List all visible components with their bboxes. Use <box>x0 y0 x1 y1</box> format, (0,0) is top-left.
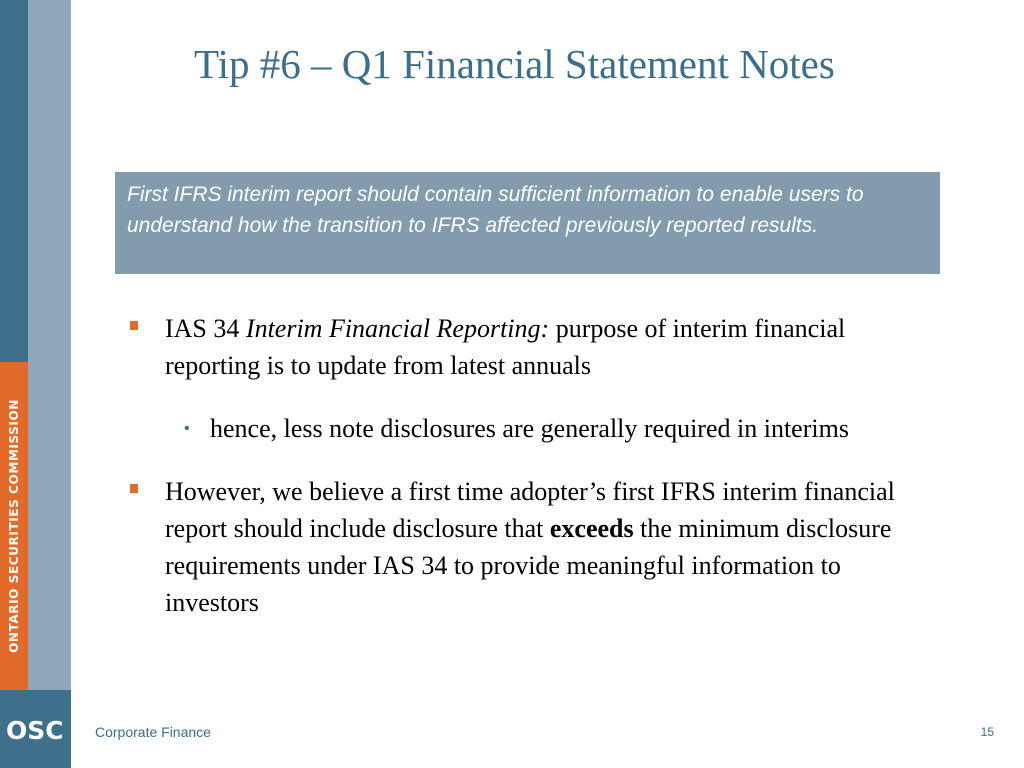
sub-bullet-item <box>184 410 936 447</box>
square-bullet-icon <box>130 484 138 493</box>
commission-label: ONTARIO SECURITIES COMMISSION <box>7 399 21 653</box>
square-bullet-icon <box>130 321 138 330</box>
bullet-prefix: However, we believe a first time adopter’s first IFRS interim financial report should include disclosure that <box>165 477 895 543</box>
callout-box <box>115 172 940 274</box>
bullet-suffix: the minimum disclosure requirements under IAS 34 to provide meaningful information to investors <box>165 514 892 617</box>
bullet-bold: exceeds <box>549 514 634 543</box>
bullet-item <box>126 473 936 621</box>
bullet-emphasis: Interim Financial Reporting: <box>245 314 550 343</box>
footer-section-name: Corporate Finance <box>95 724 211 740</box>
slide-title: Tip #6 – Q1 Financial Statement Notes <box>194 41 835 87</box>
page-number: 15 <box>980 725 994 739</box>
dot-bullet-icon: • <box>184 420 190 437</box>
osc-logo: OSC <box>6 716 64 745</box>
commission-label-block <box>0 362 28 690</box>
sidebar-light-band <box>28 0 71 768</box>
bullet-item <box>126 310 936 384</box>
callout-text: First IFRS interim report should contain sufficient information to enable users to understand how the transition to IFRS affected previously reported results. <box>127 183 864 237</box>
bullet-list <box>126 310 936 621</box>
bullet-prefix: IAS 34 <box>165 314 246 343</box>
sub-bullet-text: hence, less note disclosures are generally required in interims <box>210 414 849 443</box>
bullet-suffix: purpose of interim financial reporting is to update from latest annuals <box>165 314 846 380</box>
